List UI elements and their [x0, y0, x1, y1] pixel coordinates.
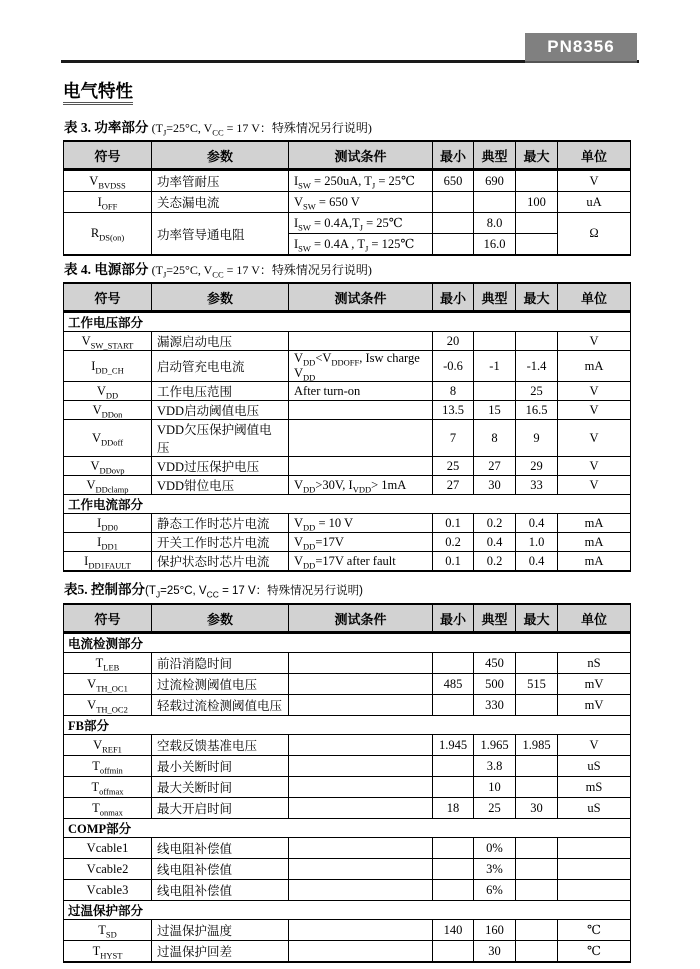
cell-typ: 15 [474, 401, 516, 420]
section-label: 工作电压部分 [64, 312, 631, 332]
col-header-cond: 测试条件 [289, 283, 433, 312]
cell-unit: uS [558, 756, 631, 777]
cell-min: 140 [433, 920, 474, 941]
cell-cond [289, 653, 433, 674]
cell-typ: 10 [474, 777, 516, 798]
table-row [64, 351, 631, 382]
section-label: FB部分 [64, 716, 631, 735]
page-content [63, 80, 630, 969]
table-header-row [64, 141, 631, 170]
cell-cond [289, 838, 433, 859]
col-header-max: 最大 [516, 604, 558, 633]
table-row [64, 552, 631, 572]
cell-symbol: $V_{DD}$ [64, 382, 152, 401]
section-row [64, 495, 631, 514]
table-row [64, 674, 631, 695]
cell-typ: 1.965 [474, 735, 516, 756]
cell-typ: 690 [474, 170, 516, 192]
cell-min [433, 880, 474, 901]
cell-typ: 450 [474, 653, 516, 674]
cell-param: 线电阻补偿值 [152, 859, 289, 880]
cell-unit: uS [558, 798, 631, 819]
cell-unit: nS [558, 653, 631, 674]
table-row [64, 192, 631, 213]
col-header-unit: 单位 [558, 141, 631, 170]
page-title-row [63, 80, 630, 102]
cell-unit: mA [558, 514, 631, 533]
cell-unit: mV [558, 674, 631, 695]
cell-typ: 330 [474, 695, 516, 716]
col-header-unit: 单位 [558, 283, 631, 312]
cell-unit: V [558, 457, 631, 476]
cell-cond [289, 674, 433, 695]
cell-cond [289, 401, 433, 420]
table-caption-conditions: ($T_J=25^\circ C$, $V_{CC} = 17$ V：特殊情况另行说明) [151, 263, 372, 280]
col-header-min: 最小 [433, 604, 474, 633]
table-row [64, 514, 631, 533]
table-row [64, 695, 631, 716]
col-header-typ: 典型 [474, 283, 516, 312]
cell-symbol: $V_{BVDSS}$ [64, 170, 152, 192]
cell-unit: V [558, 735, 631, 756]
cell-max: 33 [516, 476, 558, 495]
cell-symbol: $I_{DD0}$ [64, 514, 152, 533]
cell-cond: $V_{DD}<V_{DDOFF}$, Isw charge $V_{DD}$ [289, 351, 433, 382]
cell-unit: mV [558, 695, 631, 716]
col-header-max: 最大 [516, 141, 558, 170]
cell-unit: V [558, 382, 631, 401]
cell-max [516, 941, 558, 963]
cell-symbol: $T_{offmin}$ [64, 756, 152, 777]
section-label: 工作电流部分 [64, 495, 631, 514]
cell-symbol: $T_{HYST}$ [64, 941, 152, 963]
cell-max: 30 [516, 798, 558, 819]
col-header-unit: 单位 [558, 604, 631, 633]
table-caption-label: 表 3. 功率部分 [64, 120, 149, 135]
table-row [64, 859, 631, 880]
cell-typ [474, 332, 516, 351]
table-row [64, 170, 631, 192]
cell-typ: 30 [474, 476, 516, 495]
table-row [64, 533, 631, 552]
cell-min [433, 838, 474, 859]
cell-cond [289, 777, 433, 798]
cell-typ [474, 382, 516, 401]
table-caption-conditions: ($T_J=25^\circ C$, $V_{CC} = 17$ V：特殊情况另行说明) [145, 585, 363, 600]
cell-min [433, 192, 474, 213]
cell-param: 开关工作时芯片电流 [152, 533, 289, 552]
cell-unit [558, 838, 631, 859]
spec-table [63, 603, 631, 963]
cell-typ: 8 [474, 420, 516, 457]
cell-min: 18 [433, 798, 474, 819]
section-label: 电流检测部分 [64, 633, 631, 653]
table-row [64, 941, 631, 963]
col-header-symbol: 符号 [64, 283, 152, 312]
cell-cond: $V_{DD} = 10$ V [289, 514, 433, 533]
cell-unit: mS [558, 777, 631, 798]
cell-max [516, 859, 558, 880]
cell-symbol: $T_{offmax}$ [64, 777, 152, 798]
cell-unit: V [558, 401, 631, 420]
cell-min: 0.1 [433, 552, 474, 572]
col-header-typ: 典型 [474, 141, 516, 170]
cell-param: 过温保护温度 [152, 920, 289, 941]
cell-param: 线电阻补偿值 [152, 880, 289, 901]
table-row [64, 653, 631, 674]
cell-param: 过流检测阈值电压 [152, 674, 289, 695]
cell-cond [289, 457, 433, 476]
cell-max: 1.0 [516, 533, 558, 552]
cell-symbol: $I_{DD1}$ [64, 533, 152, 552]
cell-max [516, 695, 558, 716]
cell-min [433, 695, 474, 716]
cell-typ: -1 [474, 351, 516, 382]
section-row [64, 716, 631, 735]
cell-unit: uA [558, 192, 631, 213]
section-row [64, 901, 631, 920]
table-header-row [64, 283, 631, 312]
cell-max [516, 332, 558, 351]
cell-symbol: $I_{OFF}$ [64, 192, 152, 213]
cell-symbol: Vcable3 [64, 880, 152, 901]
page-title: 电气特性 [63, 81, 133, 105]
cell-max: -1.4 [516, 351, 558, 382]
cell-min [433, 213, 474, 234]
table-row [64, 735, 631, 756]
spec-table [63, 140, 631, 256]
cell-max [516, 756, 558, 777]
cell-symbol: $I_{DD1FAULT}$ [64, 552, 152, 572]
cell-max: 25 [516, 382, 558, 401]
cell-cond: $I_{SW} = 0.4A$ , $T_J$ = 125℃ [289, 234, 433, 256]
cell-cond [289, 859, 433, 880]
cell-param: 轻载过流检测阈值电压 [152, 695, 289, 716]
cell-param: VDD钳位电压 [152, 476, 289, 495]
cell-unit: mA [558, 533, 631, 552]
cell-unit: ℃ [558, 920, 631, 941]
cell-symbol: Vcable2 [64, 859, 152, 880]
table-row [64, 213, 631, 234]
cell-unit: V [558, 420, 631, 457]
cell-param: 最小关断时间 [152, 756, 289, 777]
cell-cond [289, 695, 433, 716]
cell-typ: 500 [474, 674, 516, 695]
cell-symbol: $T_{LEB}$ [64, 653, 152, 674]
cell-typ: 16.0 [474, 234, 516, 256]
cell-symbol: $V_{TH\_OC2}$ [64, 695, 152, 716]
cell-param: VDD启动阈值电压 [152, 401, 289, 420]
cell-cond [289, 798, 433, 819]
cell-unit: mA [558, 552, 631, 572]
cell-min: 1.945 [433, 735, 474, 756]
section-row [64, 819, 631, 838]
table-caption-conditions: ($T_J=25^\circ C$, $V_{CC} = 17$ V：特殊情况另行说明) [151, 121, 372, 138]
col-header-cond: 测试条件 [289, 604, 433, 633]
chip-name-badge: PN8356 [525, 33, 637, 63]
col-header-param: 参数 [152, 604, 289, 633]
cell-symbol: $T_{SD}$ [64, 920, 152, 941]
cell-unit: ℃ [558, 941, 631, 963]
section-row [64, 633, 631, 653]
section-label: 过温保护部分 [64, 901, 631, 920]
cell-unit: V [558, 476, 631, 495]
cell-param: 保护状态时芯片电流 [152, 552, 289, 572]
cell-param: 空载反馈基准电压 [152, 735, 289, 756]
cell-max: 29 [516, 457, 558, 476]
section-row [64, 312, 631, 332]
cell-symbol: $R_{DS(on)}$ [64, 213, 152, 256]
cell-max [516, 170, 558, 192]
table-row [64, 420, 631, 457]
cell-param: 漏源启动电压 [152, 332, 289, 351]
table-row [64, 382, 631, 401]
cell-param: VDD过压保护电压 [152, 457, 289, 476]
cell-max [516, 880, 558, 901]
cell-min [433, 777, 474, 798]
cell-cond [289, 941, 433, 963]
col-header-min: 最小 [433, 283, 474, 312]
col-header-symbol: 符号 [64, 604, 152, 633]
table-caption-label: 表 4. 电源部分 [64, 262, 149, 277]
table-header-row [64, 604, 631, 633]
cell-min: 0.1 [433, 514, 474, 533]
cell-min: 0.2 [433, 533, 474, 552]
cell-param: 静态工作时芯片电流 [152, 514, 289, 533]
cell-cond: $V_{SW} = 650$ V [289, 192, 433, 213]
cell-typ: 0.2 [474, 514, 516, 533]
cell-symbol: $V_{REF1}$ [64, 735, 152, 756]
table-row [64, 332, 631, 351]
cell-param: 功率管耐压 [152, 170, 289, 192]
tables-container [63, 120, 630, 963]
cell-param: 关态漏电流 [152, 192, 289, 213]
cell-min: 7 [433, 420, 474, 457]
cell-max [516, 234, 558, 256]
cell-min: 27 [433, 476, 474, 495]
cell-min [433, 859, 474, 880]
cell-max [516, 838, 558, 859]
cell-symbol: $V_{DDovp}$ [64, 457, 152, 476]
cell-max [516, 653, 558, 674]
table-row [64, 838, 631, 859]
cell-cond: $V_{DD}>30V$, $I_{VDD}> 1mA$ [289, 476, 433, 495]
cell-max: 0.4 [516, 552, 558, 572]
table-row [64, 798, 631, 819]
cell-typ: 3% [474, 859, 516, 880]
cell-min [433, 941, 474, 963]
cell-param: 线电阻补偿值 [152, 838, 289, 859]
cell-symbol: $I_{DD\_CH}$ [64, 351, 152, 382]
section-label: COMP部分 [64, 819, 631, 838]
cell-symbol: $V_{DDon}$ [64, 401, 152, 420]
cell-min: 8 [433, 382, 474, 401]
cell-max: 1.985 [516, 735, 558, 756]
table-row [64, 880, 631, 901]
cell-max: 9 [516, 420, 558, 457]
table-caption-label: 表5. 控制部分 [64, 582, 145, 597]
cell-max [516, 213, 558, 234]
cell-max: 515 [516, 674, 558, 695]
cell-unit: Ω [558, 213, 631, 256]
cell-cond: $I_{SW} = 0.4A,T_J$ = 25℃ [289, 213, 433, 234]
cell-typ [474, 192, 516, 213]
cell-min: 25 [433, 457, 474, 476]
cell-min: 13.5 [433, 401, 474, 420]
cell-param: 最大开启时间 [152, 798, 289, 819]
cell-symbol: Vcable1 [64, 838, 152, 859]
cell-param: 启动管充电电流 [152, 351, 289, 382]
cell-typ: 0.2 [474, 552, 516, 572]
cell-typ: 30 [474, 941, 516, 963]
col-header-min: 最小 [433, 141, 474, 170]
cell-unit [558, 859, 631, 880]
cell-typ: 25 [474, 798, 516, 819]
cell-cond [289, 735, 433, 756]
cell-cond: $V_{DD}=17V$ after fault [289, 552, 433, 572]
cell-min [433, 653, 474, 674]
cell-cond: $V_{DD}=17V$ [289, 533, 433, 552]
cell-param: 最大关断时间 [152, 777, 289, 798]
cell-typ: 27 [474, 457, 516, 476]
cell-min [433, 234, 474, 256]
cell-unit: mA [558, 351, 631, 382]
cell-max [516, 777, 558, 798]
cell-param: 过温保护回差 [152, 941, 289, 963]
cell-max: 0.4 [516, 514, 558, 533]
cell-symbol: $V_{SW\_START}$ [64, 332, 152, 351]
cell-symbol: $T_{onmax}$ [64, 798, 152, 819]
cell-cond [289, 756, 433, 777]
cell-max: 16.5 [516, 401, 558, 420]
table-caption [64, 582, 630, 599]
table-row [64, 756, 631, 777]
cell-symbol: $V_{DDoff}$ [64, 420, 152, 457]
cell-param: 功率管导通电阻 [152, 213, 289, 256]
cell-symbol: $V_{DDclamp}$ [64, 476, 152, 495]
cell-param: VDD欠压保护阈值电压 [152, 420, 289, 457]
cell-min: -0.6 [433, 351, 474, 382]
cell-param: 前沿消隐时间 [152, 653, 289, 674]
cell-min: 20 [433, 332, 474, 351]
col-header-typ: 典型 [474, 604, 516, 633]
cell-typ: 3.8 [474, 756, 516, 777]
table-row [64, 401, 631, 420]
cell-max: 100 [516, 192, 558, 213]
cell-typ: 6% [474, 880, 516, 901]
cell-cond [289, 880, 433, 901]
table-caption [64, 120, 630, 136]
cell-min [433, 756, 474, 777]
cell-unit [558, 880, 631, 901]
cell-cond [289, 332, 433, 351]
table-row [64, 476, 631, 495]
table-row [64, 457, 631, 476]
col-header-cond: 测试条件 [289, 141, 433, 170]
cell-cond: After turn-on [289, 382, 433, 401]
table-caption [64, 262, 630, 278]
cell-cond: $I_{SW} = 250uA$, $T_J$ = 25℃ [289, 170, 433, 192]
cell-unit: V [558, 170, 631, 192]
cell-min: 485 [433, 674, 474, 695]
cell-unit: V [558, 332, 631, 351]
cell-min: 650 [433, 170, 474, 192]
col-header-symbol: 符号 [64, 141, 152, 170]
cell-typ: 0% [474, 838, 516, 859]
cell-cond [289, 420, 433, 457]
cell-param: 工作电压范围 [152, 382, 289, 401]
spec-table [63, 282, 631, 572]
col-header-param: 参数 [152, 283, 289, 312]
cell-symbol: $V_{TH\_OC1}$ [64, 674, 152, 695]
cell-typ: 8.0 [474, 213, 516, 234]
cell-typ: 160 [474, 920, 516, 941]
cell-typ: 0.4 [474, 533, 516, 552]
col-header-max: 最大 [516, 283, 558, 312]
table-row [64, 777, 631, 798]
col-header-param: 参数 [152, 141, 289, 170]
